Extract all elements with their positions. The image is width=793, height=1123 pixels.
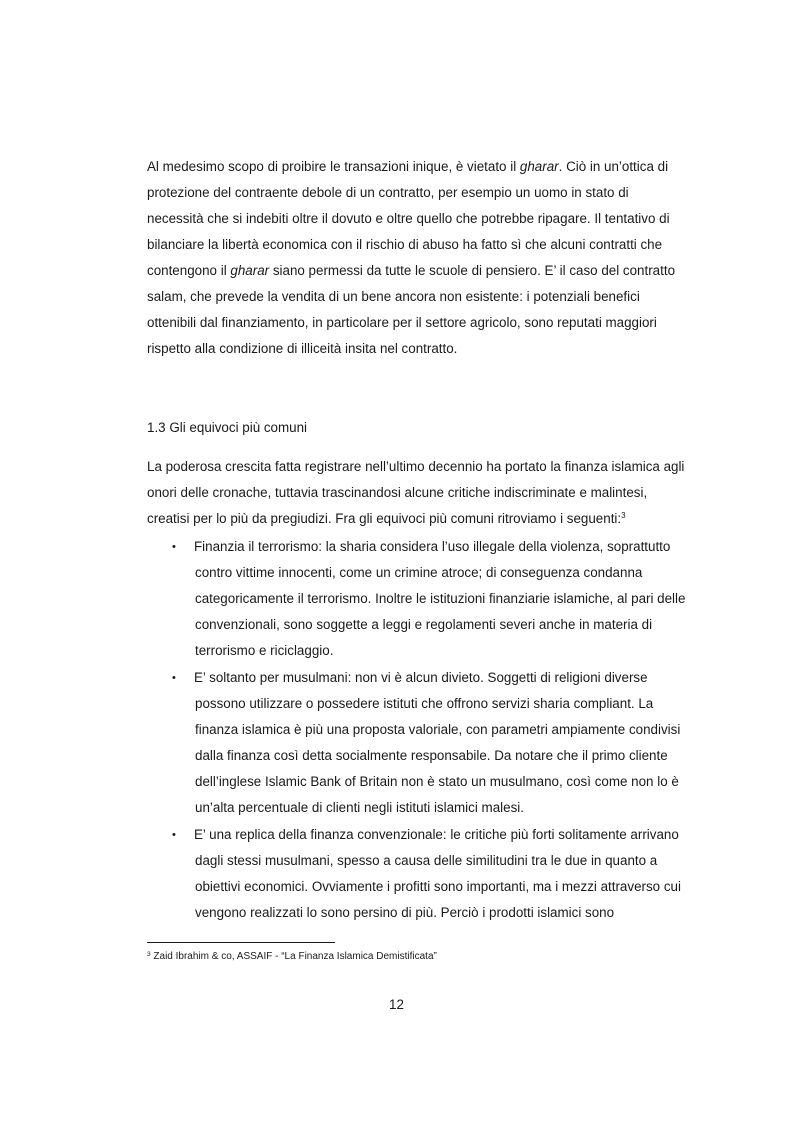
gharar-term: gharar bbox=[230, 263, 270, 278]
bullet-2-line-2: possono utilizzare o possedere istituti che offrono servizi sharia compliant. La bbox=[195, 696, 654, 711]
paragraph-1-line-3: necessità che si indebiti oltre il dovuto e oltre quello che potrebbe ripagare. Il tentativo di bbox=[147, 211, 670, 226]
paragraph-1-line-4: bilanciare la libertà economica con il rischio di abuso ha fatto sì che alcuni contratti che bbox=[147, 237, 663, 252]
footnote-reference[interactable]: 3 bbox=[621, 511, 626, 520]
footnote-text: Zaid Ibrahim & co, ASSAIF - “La Finanza Islamica Demistificata” bbox=[150, 951, 437, 962]
paragraph-1-line-1: Al medesimo scopo di proibire le transazioni inique, è vietato il gharar. Ciò in un’ottica di bbox=[147, 159, 669, 174]
paragraph-1-line-7: ottenibili dal finanziamento, in particolare per il settore agricolo, sono reputati maggiori bbox=[147, 315, 657, 330]
paragraph-2-line-1: La poderosa crescita fatta registrare nell’ultimo decennio ha portato la finanza islamica agli bbox=[147, 459, 685, 474]
bullet-2-line-5: dell’inglese Islamic Bank of Britain non è stato un musulmano, così come non lo è bbox=[195, 774, 679, 789]
bullet-2-line-4: dalla finanza così detta socialmente responsabile. Da notare che il primo cliente bbox=[195, 748, 668, 763]
section-heading: 1.3 Gli equivoci più comuni bbox=[147, 420, 308, 435]
footnote-separator bbox=[147, 942, 335, 943]
paragraph-1-line-8: rispetto alla condizione di illiceità insita nel contratto. bbox=[147, 341, 458, 356]
bullet-3-line-1: E’ una replica della finanza convenzionale: le critiche più forti solitamente arrivano bbox=[194, 827, 679, 842]
footnote-number: 3 bbox=[147, 951, 151, 958]
bullet-marker: • bbox=[172, 829, 176, 841]
footnote bbox=[147, 950, 437, 964]
bullet-2-line-3: finanza islamica è più una proposta valoriale, con parametri ampiamente condivisi bbox=[195, 722, 681, 737]
bullet-1-line-4: convenzionali, sono soggette a leggi e regolamenti severi anche in materia di bbox=[195, 617, 653, 632]
bullet-1-line-2: contro vittime innocenti, come un crimine atroce; di conseguenza condanna bbox=[195, 565, 643, 580]
bullet-2-line-1: E’ soltanto per musulmani: non vi è alcun divieto. Soggetti di religioni diverse bbox=[194, 670, 648, 685]
bullet-3-line-3: obiettivi economici. Ovviamente i profitti sono importanti, ma i mezzi attraverso cui bbox=[195, 879, 681, 894]
bullet-marker: • bbox=[172, 541, 176, 553]
bullet-marker: • bbox=[172, 672, 176, 684]
bullet-3-line-2: dagli stessi musulmani, spesso a causa delle similitudini tra le due in quanto a bbox=[195, 853, 658, 868]
bullet-1-line-3: categoricamente il terrorismo. Inoltre le istituzioni finanziarie islamiche, al pari delle bbox=[195, 591, 686, 606]
bullet-1-line-1: Finanzia il terrorismo: la sharia considera l’uso illegale della violenza, soprattutto bbox=[194, 539, 671, 554]
bullet-2-line-6: un’alta percentuale di clienti negli istituti islamici malesi. bbox=[195, 800, 524, 815]
paragraph-2-line-2: onori delle cronache, tuttavia trascinandosi alcune critiche indiscriminate e malintesi, bbox=[147, 485, 648, 500]
paragraph-1-line-6: salam, che prevede la vendita di un bene ancora non esistente: i potenziali benefici bbox=[147, 289, 640, 304]
paragraph-1-line-5: contengono il gharar siano permessi da tutte le scuole di pensiero. E’ il caso del contratto bbox=[147, 263, 676, 278]
page-number: 12 bbox=[389, 997, 404, 1012]
bullet-3-line-4: vengono realizzati lo sono persino di più. Perciò i prodotti islamici sono bbox=[195, 905, 615, 920]
gharar-term: gharar bbox=[519, 159, 559, 174]
paragraph-1-line-2: protezione del contraente debole di un contratto, per esempio un uomo in stato di bbox=[147, 185, 629, 200]
bullet-1-line-5: terrorismo e riciclaggio. bbox=[195, 643, 334, 658]
paragraph-2-line-3: creatisi per lo più da pregiudizi. Fra gli equivoci più comuni ritroviamo i seguenti:$^3$ bbox=[147, 511, 626, 526]
